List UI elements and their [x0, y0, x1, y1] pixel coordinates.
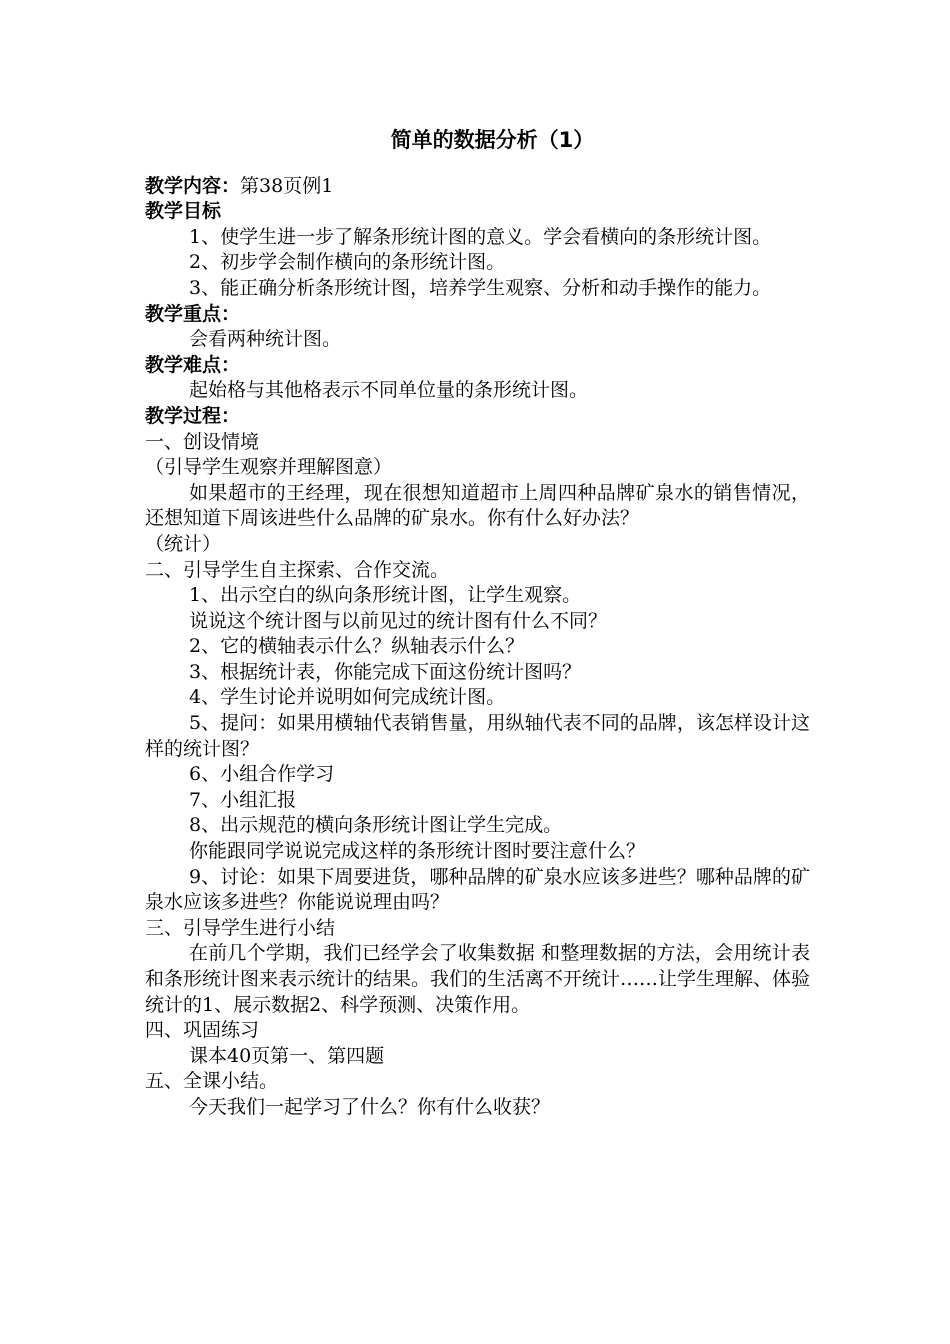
section-4-title: 四、巩固练习 — [145, 1019, 260, 1042]
section-2-item: 4、学生讨论并说明如何完成统计图。 — [189, 686, 506, 709]
section-2-item: 5、提问：如果用横轴代表销售量，用纵轴代表不同的品牌，该怎样设计这样的统计图？ — [145, 712, 810, 760]
section-2-item: 你能跟同学说说完成这样的条形统计图时要注意什么？ — [189, 840, 646, 863]
content-text: 第38页例1 — [240, 174, 334, 197]
section-2-item: 7、小组汇报 — [189, 788, 297, 811]
goal-item: 1、使学生进一步了解条形统计图的意义。学会看横向的条形统计图。 — [189, 225, 772, 248]
goals-heading: 教学目标 — [145, 200, 222, 223]
difficulty-heading: 教学难点： — [145, 353, 241, 376]
section-2-item: 9、讨论：如果下周要进货，哪种品牌的矿泉水应该多进些？哪种品牌的矿泉水应该多进些？你能说说理由吗？ — [145, 865, 810, 914]
difficulty-text: 起始格与其他格表示不同单位量的条形统计图。 — [189, 379, 589, 402]
section-1-title: 一、创设情境 — [145, 430, 260, 453]
key-point-text: 会看两种统计图。 — [189, 328, 342, 351]
section-1-note: （引导学生观察并理解图意） — [145, 456, 393, 479]
document-title: 简单的数据分析（1） — [390, 128, 595, 152]
section-5-text: 今天我们一起学习了什么？你有什么收获？ — [189, 1095, 551, 1118]
section-1-text: 如果超市的王经理，现在很想知道超市上周四种品牌矿泉水的销售情况，还想知道下周该进些什么品牌的矿泉水。你有什么好办法？ — [145, 481, 810, 530]
goal-item: 3、能正确分析条形统计图，培养学生观察、分析和动手操作的能力。 — [189, 276, 772, 299]
section-1-answer: （统计） — [145, 532, 222, 555]
section-3-title: 三、引导学生进行小结 — [145, 916, 336, 939]
section-2-item: 6、小组合作学习 — [189, 763, 335, 786]
section-2-title: 二、引导学生自主探索、合作交流。 — [145, 558, 450, 581]
section-2-item: 说说这个统计图与以前见过的统计图有什么不同？ — [189, 609, 608, 632]
section-4-text: 课本40页第一、第四题 — [189, 1044, 385, 1067]
key-point-heading: 教学重点： — [145, 302, 241, 325]
goal-item: 2、初步学会制作横向的条形统计图。 — [189, 251, 506, 274]
section-2-item: 3、根据统计表，你能完成下面这份统计图吗？ — [189, 660, 582, 683]
process-heading: 教学过程： — [145, 404, 241, 427]
section-2-item: 8、出示规范的横向条形统计图让学生完成。 — [189, 814, 563, 837]
content-label: 教学内容： — [145, 174, 241, 197]
section-3-text: 在前几个学期，我们已经学会了收集数据 和整理数据的方法，会用统计表和条形统计图来表示统计的结果。我们的生活离不开统计……让学生理解、体验统计的1、展示数据2、科学预测、决策作用。 — [145, 942, 811, 1016]
section-2-item: 2、它的横轴表示什么？纵轴表示什么？ — [189, 635, 525, 658]
section-5-title: 五、全课小结。 — [145, 1070, 279, 1093]
lesson-plan-document — [145, 128, 810, 1121]
content-line — [145, 174, 810, 200]
section-2-item: 1、出示空白的纵向条形统计图，让学生观察。 — [189, 584, 582, 607]
